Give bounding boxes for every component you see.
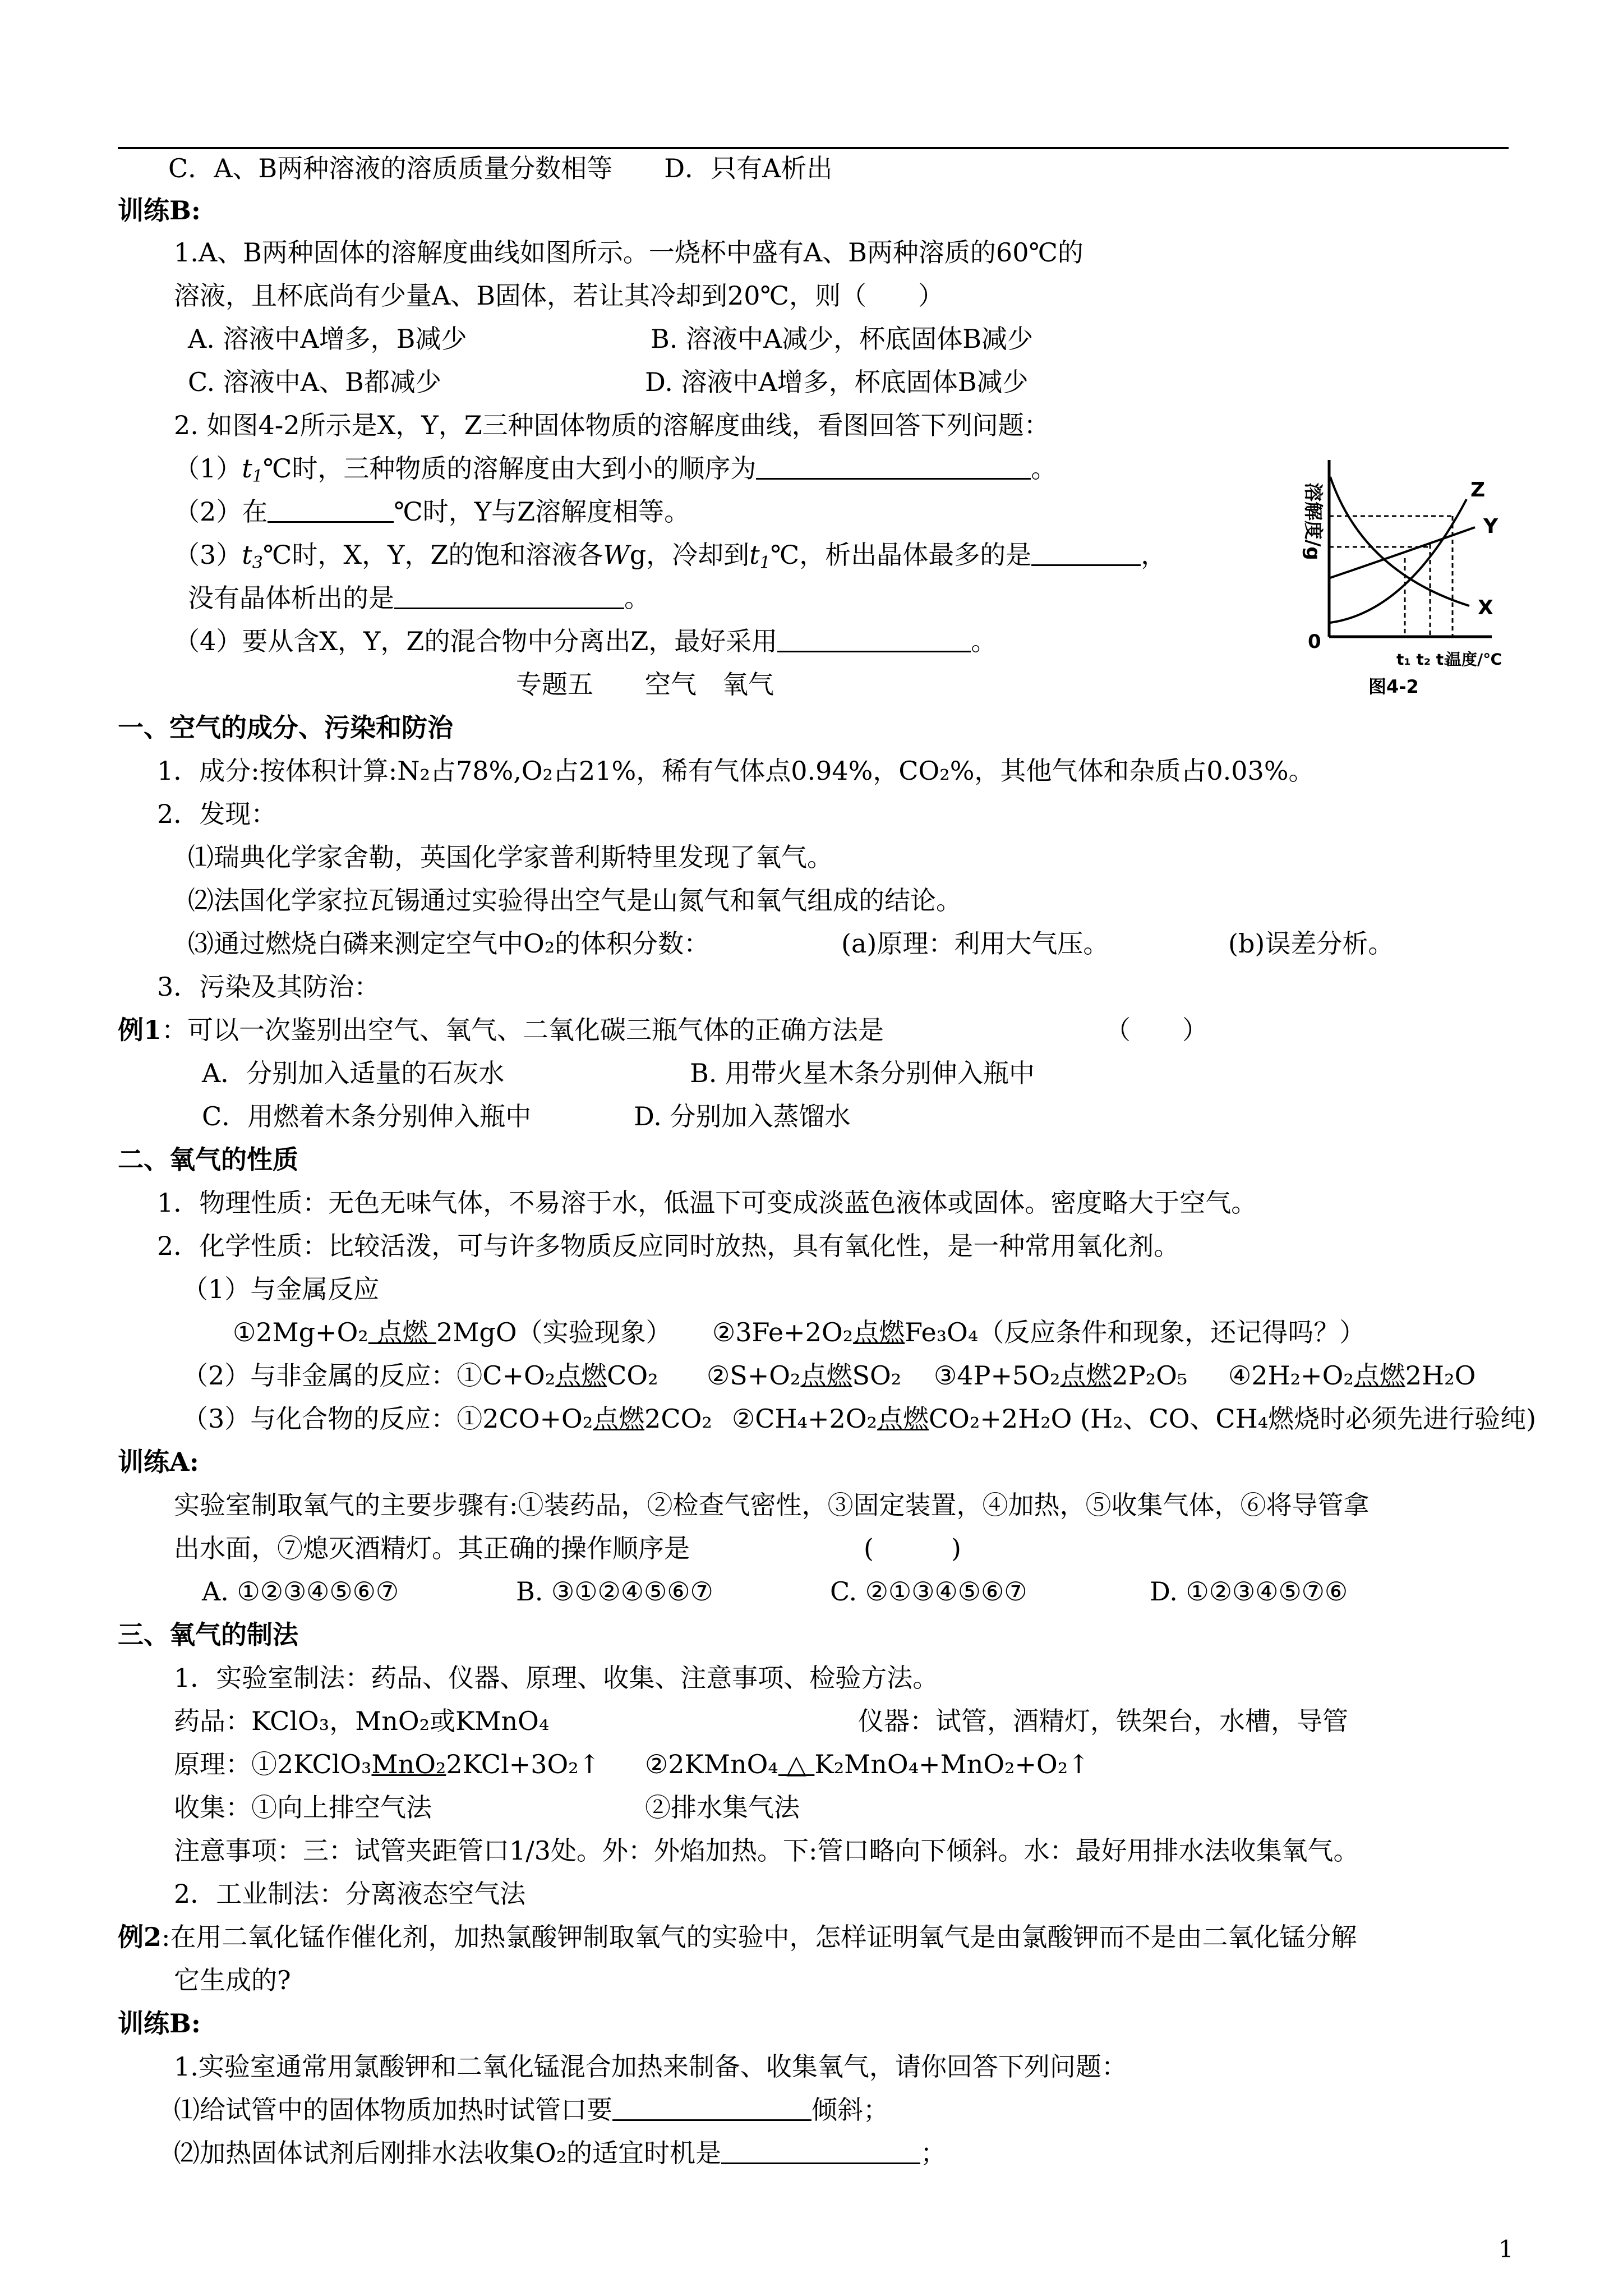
label-y: Y — [1483, 515, 1498, 538]
question-text: 1.A、B两种固体的溶解度曲线如图所示。一烧杯中盛有A、B两种溶质的60℃的 — [174, 237, 1083, 268]
paragraph: 1．实验室制法：药品、仪器、原理、收集、注意事项、检验方法。 — [174, 1663, 939, 1693]
section-label-training-a: 训练A: — [118, 1447, 199, 1477]
option-a: A. 溶液中A增多，B减少 — [188, 324, 467, 354]
figure-x-label: 温度/℃ — [1446, 650, 1502, 669]
question-text: 出水面，⑦熄灭酒精灯。其正确的操作顺序是 — [174, 1533, 690, 1563]
curve-x — [1330, 477, 1469, 606]
paragraph: 仪器：试管，酒精灯，铁架台，水槽，导管 — [858, 1706, 1348, 1736]
question-part-2: ⑵加热固体试剂后刚排水法收集O₂的适宜时机是 ； — [174, 2138, 947, 2168]
solubility-curve-figure — [1295, 443, 1509, 701]
equation-line: 原理：①2KClO₃MnO₂2KCl+3O₂↑ — [174, 1749, 601, 1779]
option-d: D. ①②③④⑤⑦⑥ — [1150, 1576, 1348, 1607]
option-c: C. ②①③④⑤⑥⑦ — [830, 1576, 1027, 1607]
question-part-1: ⑴给试管中的固体物质加热时试管口要 倾斜； — [174, 2095, 889, 2125]
equation-line: ②S+O₂点燃SO₂ — [707, 1360, 902, 1391]
paragraph: 它生成的? — [174, 1965, 291, 1995]
paragraph: 注意事项：三：试管夹距管口1/3处。外：外焰加热。下:管口略向下倾斜。水：最好用排水法收集氧气。 — [174, 1835, 1359, 1866]
answer-blank[interactable] — [268, 499, 394, 523]
answer-blank[interactable] — [721, 2140, 920, 2164]
question-part-3: $(3)t_3℃$时，X，Y，Z的饱和溶液各Wg，冷却到$t_1℃$，析出晶体最多的是 ， — [174, 540, 1167, 573]
heading-oxygen-preparation: 三、氧气的制法 — [118, 1619, 298, 1650]
figure-origin: 0 — [1308, 631, 1321, 653]
paragraph: 1．物理性质：无色无味气体，不易溶于水，低温下可变成淡蓝色液体或固体。密度略大于空气。 — [157, 1188, 1257, 1218]
answer-blank[interactable] — [777, 628, 971, 652]
heading-air-composition: 一、空气的成分、污染和防治 — [118, 712, 453, 743]
option-b: B. ③①②④⑤⑥⑦ — [516, 1576, 713, 1607]
option-a: A．分别加入适量的石灰水 — [202, 1058, 505, 1088]
topic-title: 专题五 空气 氧气 — [516, 669, 774, 700]
paragraph: 3．污染及其防治： — [157, 972, 380, 1002]
heading-oxygen-properties: 二、氧气的性质 — [118, 1144, 298, 1175]
paragraph: (a)原理：利用大气压。 — [841, 928, 1109, 959]
option-d: D. 分别加入蒸馏水 — [634, 1101, 851, 1131]
answer-blank[interactable] — [394, 585, 624, 609]
label-z: Z — [1470, 478, 1486, 501]
question-part-4: （4）要从含X，Y，Z的混合物中分离出Z，最好采用 。 — [174, 626, 997, 656]
header-rule — [118, 147, 1509, 149]
paragraph: ⑵法国化学家拉瓦锡通过实验得出空气是山氮气和氧气组成的结论。 — [188, 885, 962, 915]
option-a: A. ①②③④⑤⑥⑦ — [202, 1576, 399, 1607]
figure-x-ticks: t₁ t₂ t₃ — [1396, 650, 1451, 669]
paragraph: ⑴瑞典化学家舍勒，英国化学家普利斯特里发现了氧气。 — [188, 842, 833, 872]
paragraph: 药品：KClO₃，MnO₂或KMnO₄ — [174, 1706, 550, 1736]
question-text: 溶液，且杯底尚有少量A、B固体，若让其冷却到20℃，则（ ） — [174, 280, 944, 311]
answer-blank[interactable] — [1031, 542, 1141, 566]
answer-blank[interactable] — [756, 455, 1031, 480]
example-1: 例1：可以一次鉴别出空气、氧气、二氧化碳三瓶气体的正确方法是 — [118, 1015, 884, 1045]
option-c: C．用燃着木条分别伸入瓶中 — [202, 1101, 532, 1131]
option-c: C. 溶液中A、B都减少 — [188, 367, 441, 397]
question-part-2: （2）在 ℃时，Y与Z溶解度相等。 — [174, 496, 690, 527]
curve-z — [1330, 499, 1467, 623]
paragraph: (b)误差分析。 — [1228, 928, 1394, 959]
example-2: 例2:在用二氧化锰作催化剂，加热氯酸钾制取氧气的实验中，怎样证明氧气是由氯酸钾而不是由二氧化锰分解 — [118, 1922, 1357, 1952]
answer-paren: （ ） — [1105, 1015, 1208, 1045]
section-label-training-b: 训练B: — [118, 2008, 201, 2039]
equation-line: （2）与非金属的反应：①C+O₂点燃CO₂ — [182, 1360, 658, 1391]
option-b: B. 用带火星木条分别伸入瓶中 — [690, 1058, 1035, 1088]
equation-line: ④2H₂+O₂点燃2H₂O — [1228, 1360, 1476, 1391]
paragraph: （1）与金属反应 — [182, 1274, 380, 1304]
question-part-3-cont: 没有晶体析出的是 。 — [188, 583, 650, 613]
equation-line: ②CH₄+2O₂点燃CO₂+2H₂O (H₂、CO、CH₄燃烧时必须先进行验纯) — [732, 1404, 1537, 1434]
question-part-1: $(1)t_1℃$时，三种物质的溶解度由大到小的顺序为 。 — [174, 453, 1057, 486]
equation-line: ③4P+5O₂点燃2P₂O₅ — [934, 1360, 1188, 1391]
section-label-training-b: 训练B: — [118, 195, 201, 226]
paragraph: 收集：①向上排空气法 — [174, 1792, 432, 1823]
question-text: 1.实验室通常用氯酸钾和二氧化锰混合加热来制备、收集氧气，请你回答下列问题： — [174, 2051, 1127, 2082]
paragraph: 2．发现： — [157, 799, 277, 829]
paragraph: ⑶通过燃烧白磷来测定空气中O₂的体积分数： — [188, 928, 710, 959]
paragraph: 2．工业制法：分离液态空气法 — [174, 1879, 526, 1909]
option-b: B. 溶液中A减少，杯底固体B减少 — [651, 324, 1034, 354]
figure-caption: 图4-2 — [1368, 676, 1419, 697]
answer-paren: ( ) — [864, 1533, 961, 1563]
option-d: D. 溶液中A增多，杯底固体B减少 — [645, 367, 1029, 397]
page-number: 1 — [1498, 2235, 1514, 2263]
paragraph: 2．化学性质：比较活泼，可与许多物质反应同时放热，具有氧化性，是一种常用氧化剂。 — [157, 1231, 1180, 1261]
question-text: 实验室制取氧气的主要步骤有:①装药品，②检查气密性，③固定装置，④加热，⑤收集气体，⑥将导管拿 — [174, 1490, 1370, 1520]
option-line: C．A、B两种溶液的溶质质量分数相等 D．只有A析出 — [168, 153, 833, 183]
figure-y-label: 溶解度/g — [1302, 482, 1324, 560]
equation-line: ②3Fe+2O₂点燃Fe₃O₄（反应条件和现象，还记得吗？） — [712, 1317, 1366, 1347]
answer-blank[interactable] — [612, 2097, 811, 2121]
label-x: X — [1478, 596, 1493, 619]
paragraph: ②排水集气法 — [645, 1792, 800, 1823]
curve-y — [1330, 527, 1475, 578]
question-text: 2. 如图4-2所示是X，Y，Z三种固体物质的溶解度曲线，看图回答下列问题： — [174, 410, 1050, 440]
equation-line: （3）与化合物的反应：①2CO+O₂点燃2CO₂ — [182, 1404, 712, 1434]
equation-line: ②2KMnO₄ △ K₂MnO₄+MnO₂+O₂↑ — [645, 1749, 1090, 1779]
paragraph: 1．成分:按体积计算:N₂占78%,O₂占21%，稀有气体点0.94%，CO₂%，其他气体和杂质占0.03%。 — [157, 756, 1315, 786]
equation-line: ①2Mg+O₂ 点燃 2MgO（实验现象） — [233, 1317, 672, 1347]
